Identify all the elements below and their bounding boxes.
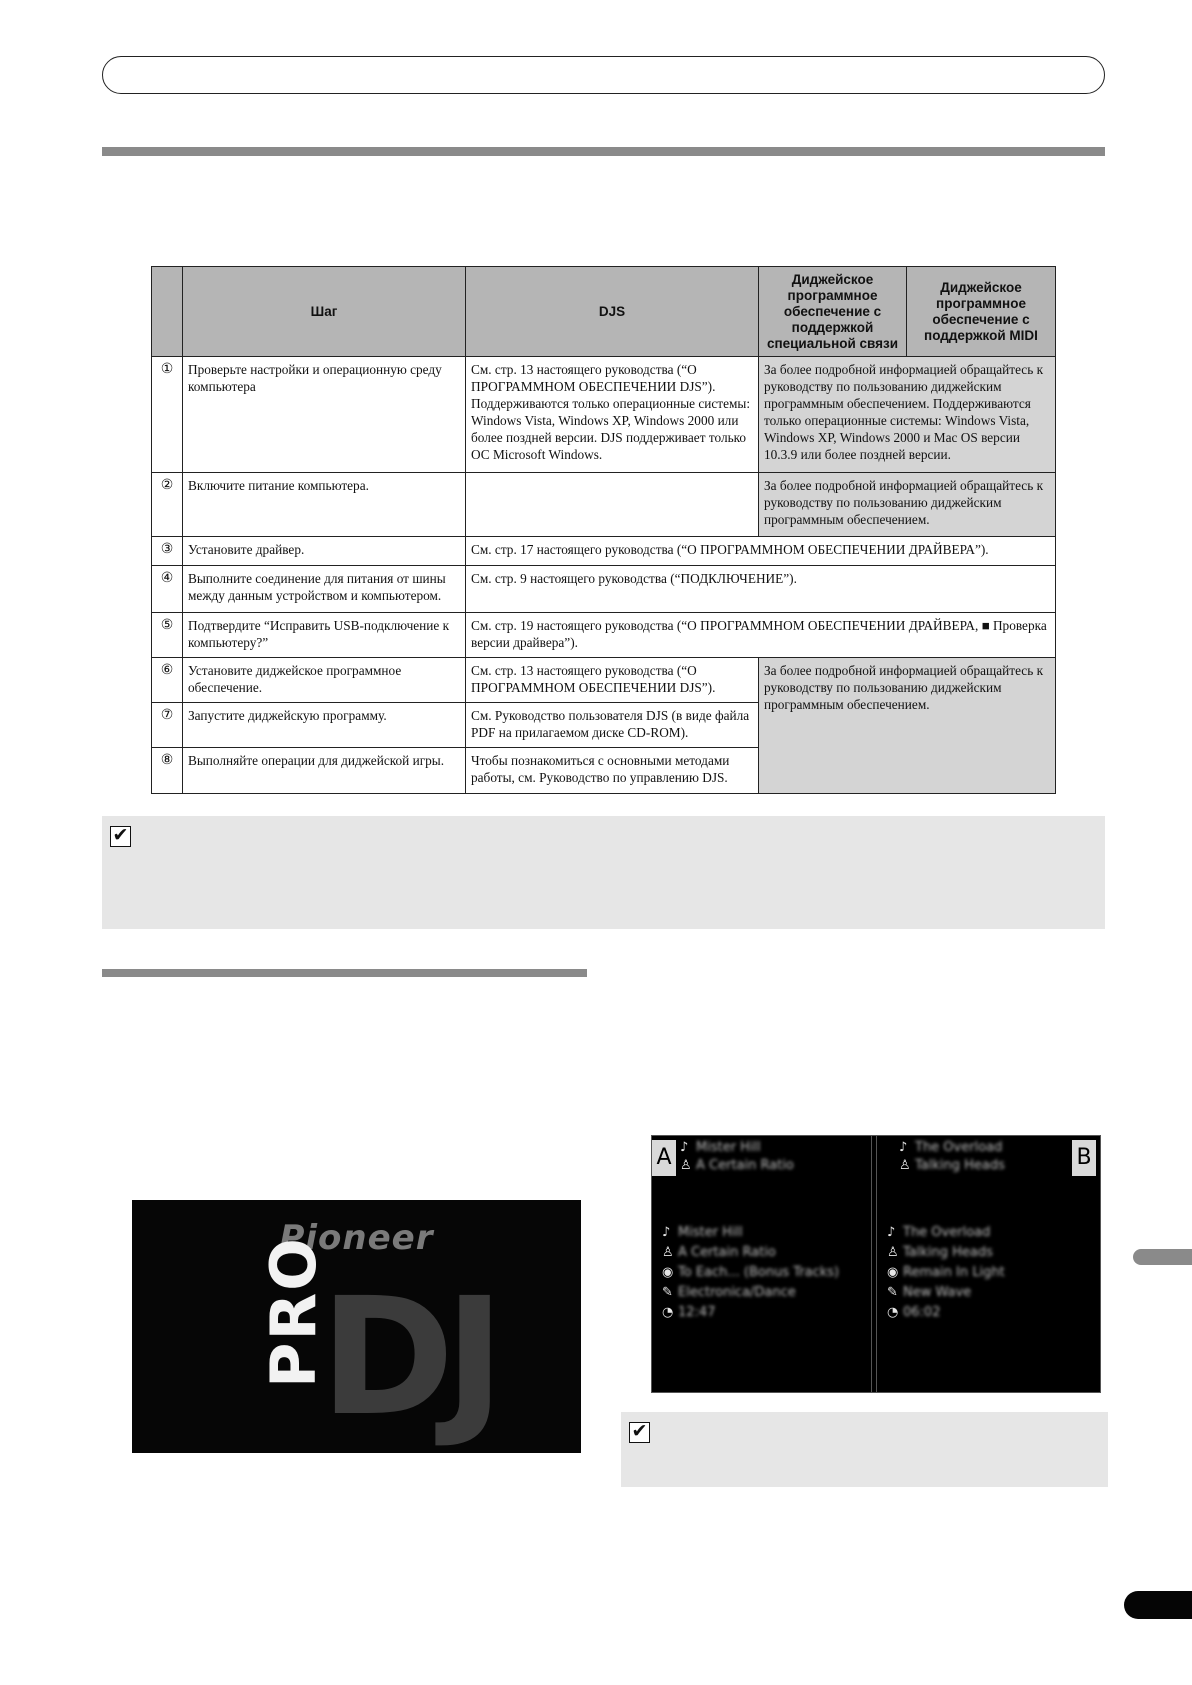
djs-text [466, 473, 759, 537]
other-software-text: За более подробной информацией обращайтесь к руководству по пользованию диджейским программным обеспечением. [759, 658, 1056, 794]
logo-dj-text: DJ [320, 1264, 495, 1452]
clock-icon: ◔ [662, 1305, 674, 1320]
deck-a-label: A [652, 1140, 676, 1176]
djs-text: См. стр. 13 настоящего руководства (“О ПРОГРАММНОМ ОБЕСПЕЧЕНИИ DJS”). [466, 658, 759, 703]
note-icon: ♪ [662, 1225, 671, 1240]
deck-b-top-artist: ♙ Talking Heads [899, 1158, 1005, 1173]
deck-b-top-title: ♪ The Overload [899, 1140, 1003, 1155]
djs-text: См. стр. 9 настоящего руководства (“ПОДКЛЮЧЕНИЕ”). [466, 566, 1056, 613]
other-software-text: За более подробной информацией обращайтесь к руководству по пользованию диджейским программным обеспечением. [759, 473, 1056, 537]
album-icon: ◉ [887, 1265, 899, 1280]
pioneer-wordmark: Pioneer [279, 1218, 434, 1258]
deck-b-artist: ♙ Talking Heads [887, 1245, 993, 1260]
step-number: ② [152, 473, 183, 537]
note-box [102, 816, 1105, 929]
album-icon: ◉ [662, 1265, 674, 1280]
genre-icon: ✎ [887, 1285, 898, 1300]
step-number: ⑥ [152, 658, 183, 703]
deck-a-time: ◔ 12:47 [662, 1305, 716, 1320]
step-number: ⑦ [152, 703, 183, 748]
step-text: Выполняйте операции для диджейской игры. [183, 748, 466, 794]
deck-a-title: ♪ Mister Hill [662, 1225, 743, 1240]
djs-text: См. Руководство пользователя DJS (в виде файла PDF на прилагаемом диске CD-ROM). [466, 703, 759, 748]
artist-icon: ♙ [662, 1245, 674, 1260]
note-icon: ♪ [899, 1140, 908, 1155]
header-num [152, 267, 183, 357]
check-icon: ✔ [110, 826, 131, 847]
pioneer-pro-dj-logo [132, 1200, 581, 1453]
logo-pro-text: PRO [257, 1236, 330, 1388]
deck-b-label: B [1072, 1140, 1096, 1176]
note-box-small [621, 1412, 1108, 1487]
step-number: ③ [152, 537, 183, 566]
genre-icon: ✎ [662, 1285, 673, 1300]
header-special-software: Диджейское программное обеспечение с поддержкой специальной связи [759, 267, 907, 357]
step-text: Подтвердите “Исправить USB-подключение к компьютеру?” [183, 613, 466, 658]
step-number: ① [152, 357, 183, 473]
deck-a-top-artist: ♙ A Certain Ratio [680, 1158, 794, 1173]
deck-b-panel [876, 1136, 1096, 1392]
steps-table [151, 266, 1056, 794]
side-chapter-tab [1133, 1249, 1192, 1265]
djs-text: См. стр. 17 настоящего руководства (“О ПРОГРАММНОМ ОБЕСПЕЧЕНИИ ДРАЙВЕРА”). [466, 537, 1056, 566]
deck-b-album: ◉ Remain In Light [887, 1265, 1005, 1280]
other-software-text: За более подробной информацией обращайтесь к руководству по пользованию диджейским программным обеспечением. Поддерживаются только операционные системы: Windows Vista, Windows XP, Windows 2000 и Mac OS версии 10.3.9 или более поздней версии. [759, 357, 1056, 473]
deck-b-genre: ✎ New Wave [887, 1285, 972, 1300]
note-icon: ♪ [680, 1140, 689, 1155]
djs-text: См. стр. 13 настоящего руководства (“О ПРОГРАММНОМ ОБЕСПЕЧЕНИИ DJS”). Поддерживаются только операционные системы: Windows Vista, Windows XP, Windows 2000 или более поздней версии. DJS поддерживает только ОС Microsoft Windows. [466, 357, 759, 473]
artist-icon: ♙ [680, 1158, 692, 1173]
deck-b-title: ♪ The Overload [887, 1225, 991, 1240]
step-number: ⑧ [152, 748, 183, 794]
deck-display-screen [651, 1135, 1101, 1393]
header-step: Шаг [183, 267, 466, 357]
step-text: Проверьте настройки и операционную среду компьютера [183, 357, 466, 473]
step-number: ④ [152, 566, 183, 613]
deck-a-artist: ♙ A Certain Ratio [662, 1245, 776, 1260]
check-icon: ✔ [629, 1422, 650, 1443]
artist-icon: ♙ [899, 1158, 911, 1173]
clock-icon: ◔ [887, 1305, 899, 1320]
section-rule [102, 147, 1105, 156]
note-icon: ♪ [887, 1225, 896, 1240]
deck-a-panel [652, 1136, 872, 1392]
page-number-tab [1124, 1591, 1192, 1619]
artist-icon: ♙ [887, 1245, 899, 1260]
header-djs: DJS [466, 267, 759, 357]
deck-a-album: ◉ To Each... (Bonus Tracks) [662, 1265, 840, 1280]
subsection-rule [102, 969, 587, 977]
deck-a-genre: ✎ Electronica/Dance [662, 1285, 796, 1300]
step-text: Включите питание компьютера. [183, 473, 466, 537]
step-text: Установите драйвер. [183, 537, 466, 566]
header-midi-software: Диджейское программное обеспечение с поддержкой MIDI [907, 267, 1056, 357]
step-text: Установите диджейское программное обеспечение. [183, 658, 466, 703]
header-frame [102, 56, 1105, 94]
step-text: Выполните соединение для питания от шины между данным устройством и компьютером. [183, 566, 466, 613]
step-number: ⑤ [152, 613, 183, 658]
deck-b-time: ◔ 06:02 [887, 1305, 941, 1320]
deck-a-top-title: ♪ Mister Hill [680, 1140, 761, 1155]
step-text: Запустите диджейскую программу. [183, 703, 466, 748]
djs-text: См. стр. 19 настоящего руководства (“О ПРОГРАММНОМ ОБЕСПЕЧЕНИИ ДРАЙВЕРА, ■ Проверка версии драйвера”). [466, 613, 1056, 658]
djs-text: Чтобы познакомиться с основными методами работы, см. Руководство по управлению DJS. [466, 748, 759, 794]
